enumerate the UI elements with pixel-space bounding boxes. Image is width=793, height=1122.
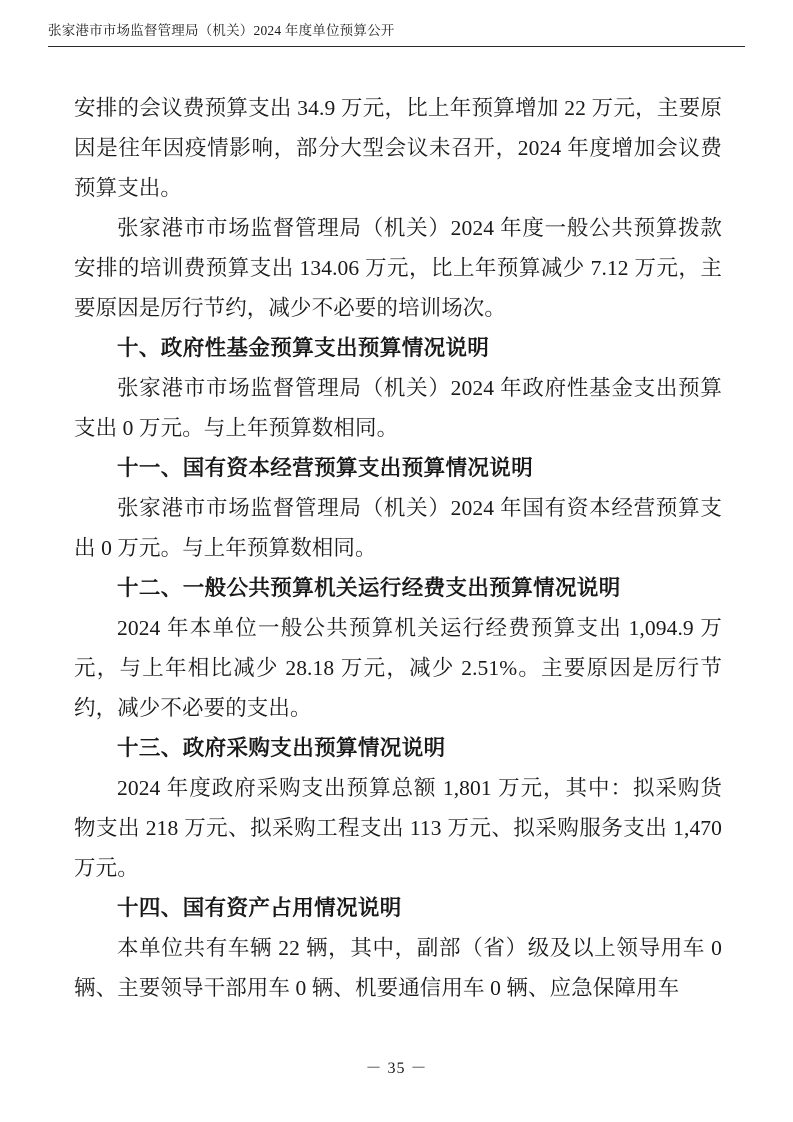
section-heading-11: 十一、国有资本经营预算支出预算情况说明 xyxy=(117,456,534,480)
section-heading-12: 十二、一般公共预算机关运行经费支出预算情况说明 xyxy=(117,576,621,600)
page-header: 张家港市市场监督管理局（机关）2024 年度单位预算公开 xyxy=(48,23,395,38)
paragraph-section-12: 2024 年本单位一般公共预算机关运行经费预算支出 1,094.9 万元，与上年相比减少 28.18 万元，减少 2.51%。主要原因是厉行节约，减少不必要的支出。 xyxy=(74,616,722,720)
section-heading-10: 十、政府性基金预算支出预算情况说明 xyxy=(117,336,490,360)
paragraph-meeting-fee: 安排的会议费预算支出 34.9 万元，比上年预算增加 22 万元，主要原因是往年因疫情影响，部分大型会议未召开，2024 年度增加会议费预算支出。 xyxy=(74,96,722,200)
paragraph-training-fee: 张家港市市场监督管理局（机关）2024 年度一般公共预算拨款安排的培训费预算支出 134.06 万元，比上年预算减少 7.12 万元，主要原因是厉行节约，减少不必要的培训场次。 xyxy=(74,216,722,320)
paragraph-section-13: 2024 年度政府采购支出预算总额 1,801 万元，其中：拟采购货物支出 218 万元、拟采购工程支出 113 万元、拟采购服务支出 1,470 万元。 xyxy=(74,776,722,880)
paragraph-section-11: 张家港市市场监督管理局（机关）2024 年国有资本经营预算支出 0 万元。与上年预算数相同。 xyxy=(74,496,722,560)
paragraph-section-14: 本单位共有车辆 22 辆，其中，副部（省）级及以上领导用车 0 辆、主要领导干部用车 0 辆、机要通信用车 0 辆、应急保障用车 xyxy=(74,936,722,1000)
section-heading-13: 十三、政府采购支出预算情况说明 xyxy=(117,736,446,760)
paragraph-section-10: 张家港市市场监督管理局（机关）2024 年政府性基金支出预算支出 0 万元。与上年预算数相同。 xyxy=(74,376,722,440)
page-number: － 35 － xyxy=(365,1060,428,1077)
document-body xyxy=(74,88,722,1008)
section-heading-14: 十四、国有资产占用情况说明 xyxy=(117,896,402,920)
header-divider xyxy=(48,46,745,47)
